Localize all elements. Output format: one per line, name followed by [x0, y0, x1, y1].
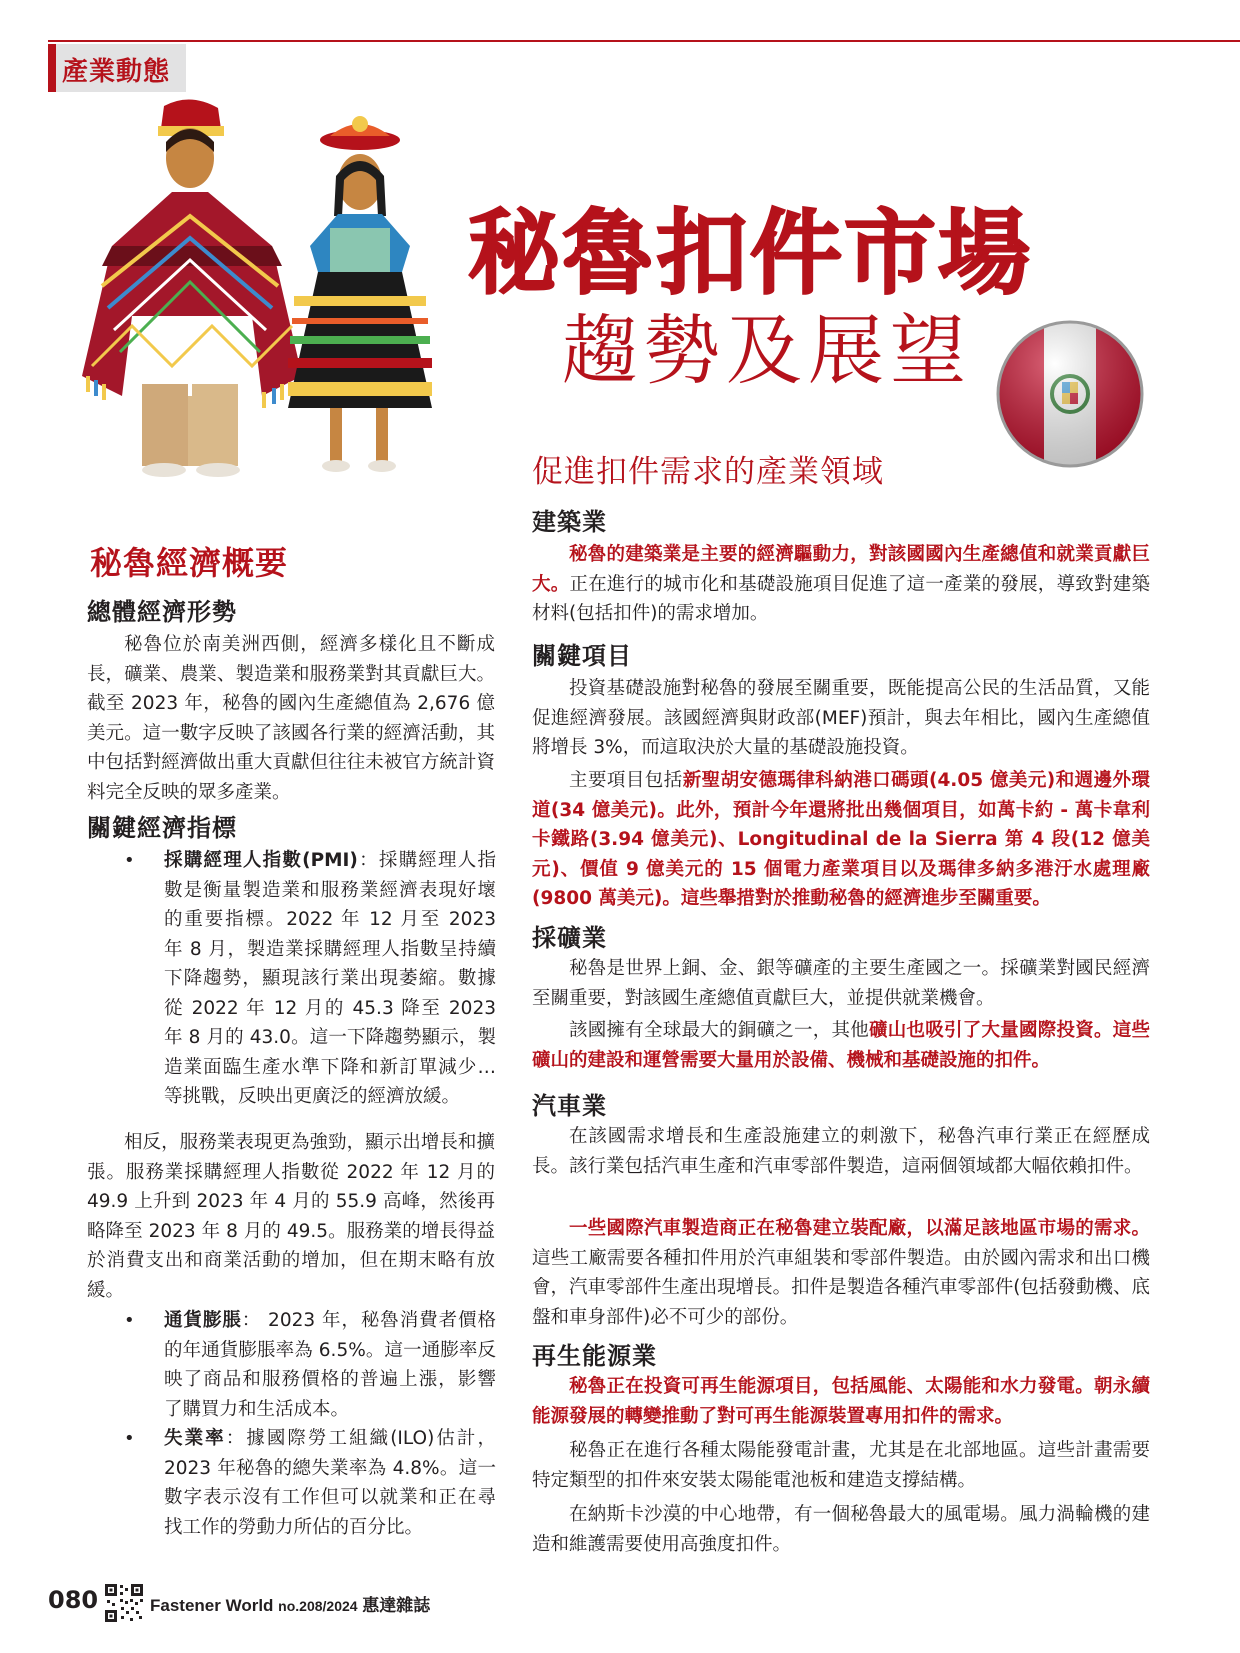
- bullet-inflation: [124, 1306, 496, 1420]
- magazine-name: Fastener World: [150, 1596, 274, 1615]
- footer-magazine: [150, 1591, 430, 1616]
- magazine-chinese-name: 惠達雜誌: [362, 1596, 431, 1615]
- woman-figure: [288, 116, 432, 472]
- header-rule: [48, 40, 1240, 42]
- bullet-unemployment-body: ：據國際勞工組織(ILO)估計，2023 年秘魯的總失業率為 4.8%。這一數字表示沒有工作但可以就業和正在尋找工作的勞動力所佔的百分比。: [164, 1428, 496, 1538]
- subheading-key-projects: 關鍵項目: [532, 642, 632, 670]
- bullet-inflation-label: 通貨膨脹: [164, 1310, 242, 1331]
- paragraph-mining-1: 秘魯是世界上銅、金、銀等礦產的主要生產國之一。採礦業對國民經濟至關重要，對該國生產總值貢獻巨大，並提供就業機會。: [532, 958, 1150, 1009]
- paragraph-projects-2: [532, 766, 1150, 914]
- subheading-construction: 建築業: [532, 508, 607, 536]
- paragraph-mining-2: [532, 1016, 1150, 1075]
- bullet-pmi: [124, 846, 496, 1126]
- subheading-mining: 採礦業: [532, 924, 607, 952]
- bullet-unemployment: [124, 1424, 496, 1544]
- subheading-indicators: 關鍵經濟指標: [87, 814, 237, 842]
- section-tag-bar: [48, 44, 56, 92]
- auto-body: 這些工廠需要各種扣件用於汽車組裝和零部件製造。由於國內需求和出口機會，汽車零部件生產出現增長。扣件是製造各種汽車零部件(包括發動機、底盤和車身部件)必不可少的部份。: [532, 1247, 1150, 1328]
- bullet-dot: •: [124, 1428, 135, 1449]
- paragraph-macro: 秘魯位於南美洲西側，經濟多樣化且不斷成長，礦業、農業、製造業和服務業對其貢獻巨大。截至 2023 年，秘魯的國內生產總值為 2,676 億美元。這一數字反映了該國各行業的經濟活動，其中包括對經濟做出重大貢獻但往往未被官方統計資料完全反映的眾多產業。: [87, 634, 495, 803]
- paragraph-renewable-1: 秘魯正在投資可再生能源項目，包括風能、太陽能和水力發電。朝永續能源發展的轉變推動了對可再生能源裝置專用扣件的需求。: [532, 1376, 1150, 1427]
- paragraph-auto-1: 在該國需求增長和生產設施建立的刺激下，秘魯汽車行業正在經歷成長。該行業包括汽車生產和汽車零部件製造，這兩個領域都大幅依賴扣件。: [532, 1126, 1150, 1177]
- left-heading: 秘魯經濟概要: [90, 544, 289, 582]
- section-tag: 產業動態: [62, 57, 171, 87]
- bullet-unemployment-text: [164, 1424, 496, 1542]
- bullet-inflation-text: [164, 1306, 496, 1424]
- bullet-pmi-label: 採購經理人指數(PMI): [164, 850, 358, 871]
- bullet-inflation-body: ： 2023 年，秘魯消費者價格的年通貨膨脹率為 6.5%。這一通膨率反映了商品和服務價格的普遍上漲，影響了購買力和生活成本。: [164, 1310, 496, 1420]
- projects-highlight: 新聖胡安德瑪律科納港口碼頭(4.05 億美元)和週邊外環道(34 億美元)。此外，預計今年還將批出幾個項目，如萬卡約 - 萬卡韋利卡鐵路(3.94 億美元)、Longitudinal de la Sierra 第 4 段(12 億美元)、價值 9 億美元的 15 個電力產業項目以及瑪律多納多港汙水處理廠(9800 萬美元)。這些舉措對於推動秘魯的經濟進步至關重要。: [532, 770, 1150, 909]
- construction-body: 正在進行的城市化和基礎設施項目促進了這一產業的發展，導致對建築材料(包括扣件)的需求增加。: [532, 573, 1150, 624]
- paragraph-renewable-2: 秘魯正在進行各種太陽能發電計畫，尤其是在北部地區。這些計畫需要特定類型的扣件來安裝太陽能電池板和建造支撐結構。: [532, 1440, 1150, 1491]
- subheading-renewable: 再生能源業: [532, 1342, 657, 1370]
- peruvian-couple-illustration: [72, 96, 472, 506]
- page-title: 秘魯扣件市場: [468, 200, 1033, 307]
- bullet-dot: •: [124, 1310, 135, 1331]
- construction-highlight: 秘魯的建築業是主要的經濟驅動力，對該國國內生產總值和就業貢獻巨大。: [532, 544, 1150, 595]
- mining-lead: 該國擁有全球最大的銅礦之一，其他: [569, 1020, 869, 1041]
- paragraph-services: 相反，服務業表現更為強勁，顯示出增長和擴張。服務業採購經理人指數從 2022 年 12 月的 49.9 上升到 2023 年 4 月的 55.9 高峰，然後再略降至 2023 年 8 月的 49.5。服務業的增長得益於消費支出和商業活動的增加，但在期末略有放緩。: [87, 1132, 495, 1301]
- paragraph-auto-2: [532, 1214, 1150, 1332]
- right-heading: 促進扣件需求的產業領域: [532, 454, 884, 490]
- peru-flag-icon: [994, 318, 1146, 470]
- paragraph-construction: [532, 540, 1150, 629]
- issue-number: no.208/2024: [278, 1598, 358, 1614]
- projects-lead: 主要項目包括: [569, 770, 683, 791]
- bullet-pmi-text: [164, 846, 496, 1112]
- qr-code-icon: [104, 1583, 144, 1623]
- subheading-automotive: 汽車業: [532, 1092, 607, 1120]
- bullet-dot: •: [124, 850, 135, 871]
- bullet-pmi-body: ：採購經理人指數是衡量製造業和服務業經濟表現好壞的重要指標。2022 年 12 月至 2023 年 8 月，製造業採購經理人指數呈持續下降趨勢，顯現該行業出現萎縮。數據從 2022 年 12 月的 45.3 降至 2023 年 8 月的 43.0。這一下降趨勢顯示，製造業面臨生產水準下降和新訂單減少…等挑戰，反映出更廣泛的經濟放緩。: [164, 850, 496, 1107]
- page-number: 080: [48, 1586, 99, 1614]
- paragraph-projects-1: 投資基礎設施對秘魯的發展至關重要，既能提高公民的生活品質，又能促進經濟發展。該國經濟與財政部(MEF)預計，與去年相比，國內生產總值將增長 3%，而這取決於大量的基礎設施投資。: [532, 678, 1150, 758]
- page-subtitle: 趨勢及展望: [562, 306, 972, 395]
- man-figure: [82, 99, 302, 477]
- auto-highlight: 一些國際汽車製造商正在秘魯建立裝配廠，以滿足該地區市場的需求。: [569, 1218, 1150, 1239]
- bullet-unemployment-label: 失業率: [164, 1428, 226, 1449]
- subheading-macro: 總體經濟形勢: [87, 598, 237, 626]
- mining-highlight: 礦山也吸引了大量國際投資。這些礦山的建設和運營需要大量用於設備、機械和基礎設施的扣件。: [532, 1020, 1150, 1071]
- paragraph-renewable-3: 在納斯卡沙漠的中心地帶，有一個秘魯最大的風電場。風力渦輪機的建造和維護需要使用高強度扣件。: [532, 1504, 1150, 1555]
